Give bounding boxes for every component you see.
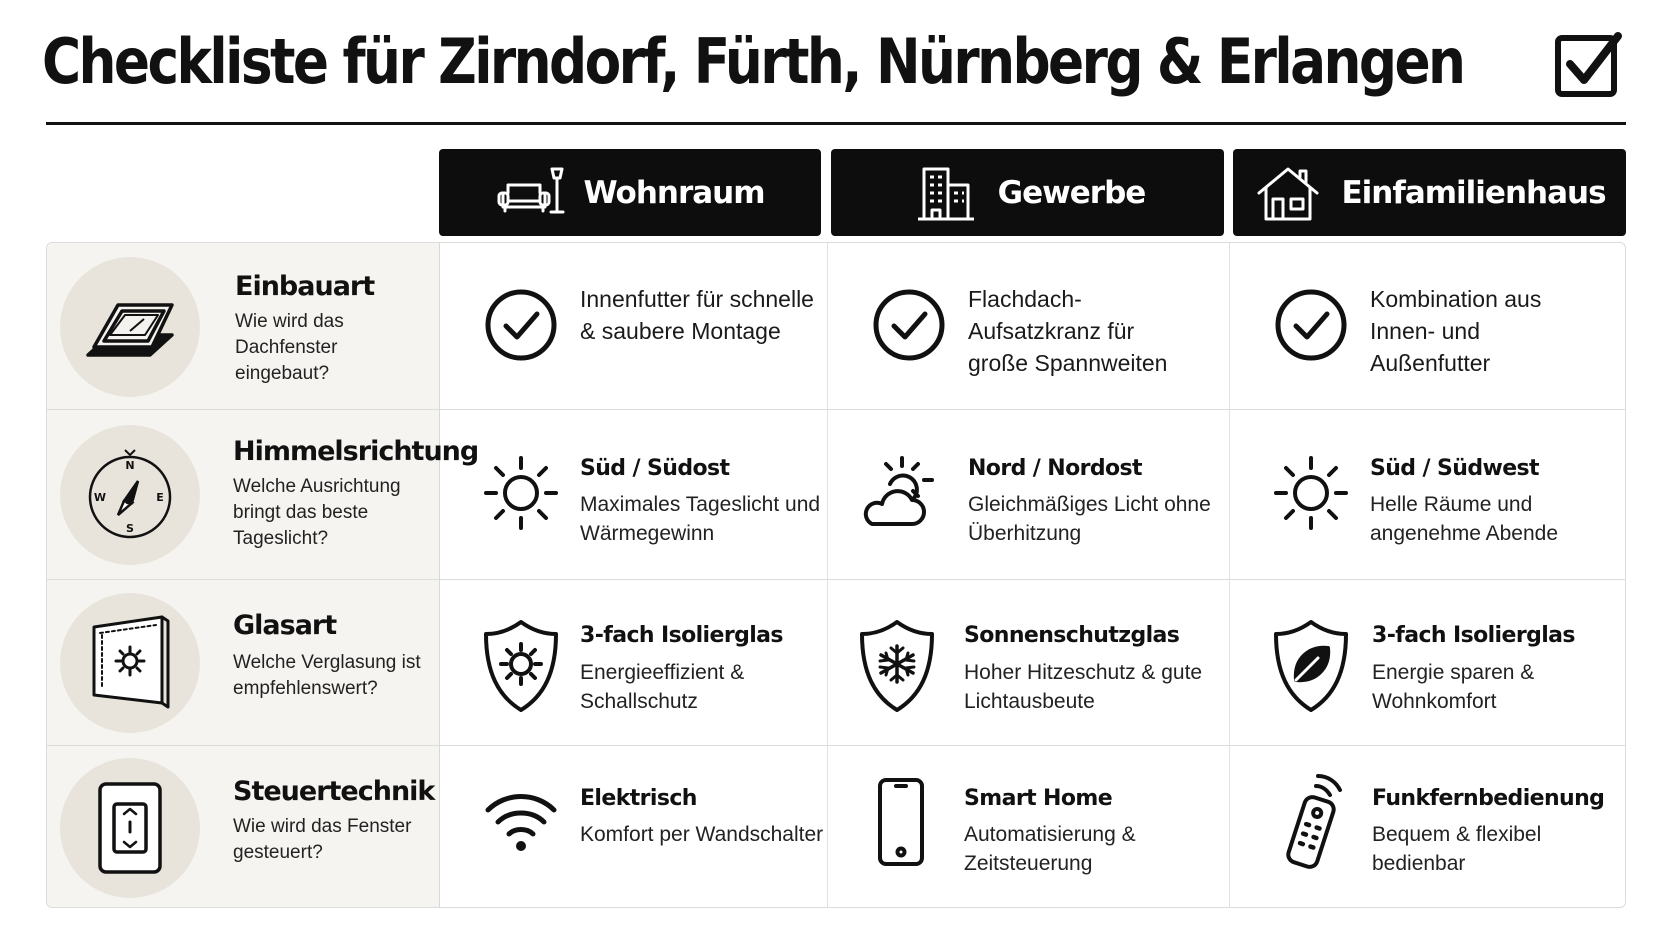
compass-label: W (93, 491, 107, 504)
cell-text: Kombination aus Innen- und Außenfutter (1370, 286, 1542, 376)
cell-desc: Energieeffizient & Schallschutz (580, 661, 745, 713)
table-row-himmelsrichtung (47, 410, 1626, 580)
shield-leaf-icon (1272, 618, 1350, 714)
cell-gewerbe-steuertechnik (828, 746, 1230, 908)
check-circle-icon (1272, 286, 1350, 364)
cell-wohnraum-glasart (440, 580, 828, 745)
cell-einfamilienhaus-himmelsrichtung (1230, 410, 1626, 579)
checklist-table (46, 242, 1626, 908)
cell-desc: Gleichmäßiges Licht ohne Überhitzung (968, 493, 1211, 545)
check-circle-icon (482, 286, 560, 364)
row-label-cell (47, 243, 440, 409)
row-label-cell (47, 580, 440, 745)
wifi-icon (482, 782, 560, 860)
cell-title: Süd / Südost (580, 456, 730, 481)
checkbox-checked-icon (1552, 28, 1624, 100)
cell-wohnraum-himmelsrichtung (440, 410, 828, 579)
cell-title: Funkfernbedienung (1372, 786, 1605, 811)
cell-wohnraum-steuertechnik (440, 746, 828, 908)
row-subtitle: Welche Verglasung ist empfehlenswert? (233, 652, 421, 699)
compass-label: E (156, 491, 164, 504)
column-header-gewerbe (831, 149, 1224, 236)
row-icon-circle (60, 593, 200, 733)
cell-title: Sonnenschutzglas (964, 623, 1180, 648)
row-title: Himmelsrichtung (233, 436, 479, 467)
cell-desc: Komfort per Wandschalter (580, 823, 824, 846)
cell-einfamilienhaus-steuertechnik (1230, 746, 1626, 908)
cell-gewerbe-himmelsrichtung (828, 410, 1230, 579)
cell-desc: Helle Räume und angenehme Abende (1370, 493, 1559, 545)
title-divider (46, 122, 1626, 125)
cell-gewerbe-einbauart (828, 243, 1230, 409)
wall-switch-icon (80, 778, 180, 878)
column-header-label: Einfamilienhaus (1341, 174, 1606, 211)
row-title: Steuertechnik (233, 776, 435, 807)
cell-desc: Hoher Hitzeschutz & gute Lichtausbeute (964, 661, 1203, 713)
column-header-label: Wohnraum (583, 174, 765, 211)
cell-desc: Maximales Tageslicht und Wärmegewinn (580, 493, 821, 545)
row-label-cell (47, 410, 479, 579)
cell-text: Innenfutter für schnelle & saubere Montage (580, 286, 814, 344)
house-icon (1253, 163, 1323, 223)
shield-sun-icon (482, 618, 560, 714)
row-subtitle: Wie wird das Fenster gesteuert? (233, 816, 412, 863)
cell-title: Süd / Südwest (1370, 456, 1539, 481)
shield-snowflake-icon (858, 618, 936, 714)
smartphone-icon (862, 776, 940, 868)
cell-title: 3-fach Isolierglas (580, 623, 783, 648)
cell-wohnraum-einbauart (440, 243, 828, 409)
check-circle-icon (870, 286, 948, 364)
cell-desc: Bequem & flexibel bedienbar (1372, 823, 1542, 875)
cell-title: Nord / Nordost (968, 456, 1142, 481)
row-subtitle: Wie wird das Dachfenster eingebaut? (235, 311, 344, 384)
cell-desc: Automatisierung & Zeitsteuerung (964, 823, 1136, 875)
sun-icon (1272, 454, 1350, 532)
cell-einfamilienhaus-glasart (1230, 580, 1626, 745)
column-header-label: Gewerbe (997, 174, 1146, 211)
row-icon-circle (60, 758, 200, 898)
compass-label: S (126, 522, 134, 535)
cell-text: Flachdach-Aufsatzkranz für große Spannweiten (968, 286, 1168, 376)
column-header-einfamilienhaus (1233, 149, 1626, 236)
page-title: Checkliste für Zirndorf, Fürth, Nürnberg & Erlangen (42, 25, 1464, 98)
row-title: Glasart (233, 610, 337, 641)
compass-label: N (125, 459, 135, 472)
cell-gewerbe-glasart (828, 580, 1230, 745)
compass-icon (80, 445, 180, 545)
sun-icon (482, 454, 560, 532)
cell-title: Smart Home (964, 786, 1113, 811)
cell-title: 3-fach Isolierglas (1372, 623, 1575, 648)
sun-cloud-icon (858, 454, 936, 532)
sofa-lamp-icon (495, 163, 565, 223)
roof-window-icon (80, 277, 180, 377)
cell-title: Elektrisch (580, 786, 697, 811)
glass-pane-icon (80, 613, 180, 713)
column-header-wohnraum (439, 149, 821, 236)
cell-einfamilienhaus-einbauart (1230, 243, 1626, 409)
table-row-steuertechnik (47, 746, 1626, 908)
table-row-glasart (47, 580, 1626, 746)
cell-desc: Energie sparen & Wohnkomfort (1372, 661, 1535, 713)
row-title: Einbauart (235, 271, 375, 302)
row-subtitle: Welche Ausrichtung bringt das beste Tageslicht? (233, 476, 401, 549)
table-row-einbauart (47, 243, 1626, 410)
row-label-cell (47, 746, 440, 908)
office-building-icon (910, 163, 980, 223)
row-icon-circle (60, 425, 200, 565)
remote-control-icon (1272, 772, 1350, 872)
row-icon-circle (60, 257, 200, 397)
